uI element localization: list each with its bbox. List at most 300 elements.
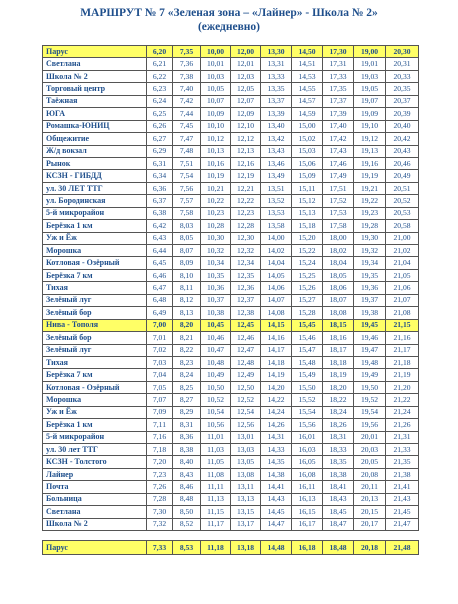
departure-time-cell: 14,02 <box>261 245 292 257</box>
departure-time-cell: 18,16 <box>323 332 354 344</box>
departure-time-cell: 7,00 <box>147 319 173 331</box>
departure-time-cell: 7,58 <box>173 207 201 219</box>
stop-name-cell: ул. 30 ЛЕТ ТТГ <box>43 182 147 194</box>
departure-time-cell: 21,08 <box>386 307 419 319</box>
departure-time-cell: 11,11 <box>201 481 231 493</box>
departure-time-cell: 21,00 <box>386 232 419 244</box>
departure-time-cell: 18,15 <box>323 319 354 331</box>
departure-time-cell: 21,16 <box>386 332 419 344</box>
departure-time-cell: 17,52 <box>323 195 354 207</box>
departure-time-cell: 17,35 <box>323 83 354 95</box>
departure-time-cell: 6,20 <box>147 46 173 58</box>
departure-time-cell: 18,22 <box>323 394 354 406</box>
departure-time-cell: 16,03 <box>292 444 323 456</box>
departure-time-cell: 18,35 <box>323 456 354 468</box>
stop-name-cell: Школа № 2 <box>43 70 147 82</box>
table-row <box>43 170 419 182</box>
departure-time-cell: 18,24 <box>323 406 354 418</box>
table-row <box>43 207 419 219</box>
departure-time-cell: 19,12 <box>354 133 386 145</box>
departure-time-cell: 20,46 <box>386 157 419 169</box>
departure-time-cell: 10,09 <box>201 108 231 120</box>
departure-time-cell: 15,06 <box>292 157 323 169</box>
departure-time-cell: 7,04 <box>147 369 173 381</box>
departure-time-cell: 20,52 <box>386 195 419 207</box>
departure-time-cell: 10,34 <box>201 257 231 269</box>
stop-name-cell: Котловая - Озёрный <box>43 381 147 393</box>
departure-time-cell: 21,35 <box>386 456 419 468</box>
departure-time-cell: 15,20 <box>292 232 323 244</box>
departure-time-cell: 12,23 <box>231 207 261 219</box>
departure-time-cell: 10,03 <box>201 70 231 82</box>
departure-time-cell: 7,33 <box>147 541 173 555</box>
departure-time-cell: 13,43 <box>261 145 292 157</box>
departure-time-cell: 21,41 <box>386 481 419 493</box>
departure-time-cell: 8,12 <box>173 294 201 306</box>
departure-time-cell: 19,38 <box>354 307 386 319</box>
departure-time-cell: 10,07 <box>201 95 231 107</box>
departure-time-cell: 19,07 <box>354 95 386 107</box>
departure-time-cell: 7,40 <box>173 83 201 95</box>
departure-time-cell: 19,35 <box>354 269 386 281</box>
departure-time-cell: 21,45 <box>386 506 419 518</box>
page-title <box>0 6 458 34</box>
table-row <box>43 394 419 406</box>
departure-time-cell: 18,48 <box>323 541 354 555</box>
table-row <box>43 456 419 468</box>
departure-time-cell: 11,03 <box>201 444 231 456</box>
departure-time-cell: 17,43 <box>323 145 354 157</box>
departure-time-cell: 8,25 <box>173 381 201 393</box>
departure-time-cell: 14,53 <box>292 70 323 82</box>
departure-time-cell: 18,41 <box>323 481 354 493</box>
departure-time-cell: 7,26 <box>147 481 173 493</box>
table-row <box>43 307 419 319</box>
table-row <box>43 257 419 269</box>
departure-time-cell: 19,21 <box>354 182 386 194</box>
departure-time-cell: 14,35 <box>261 456 292 468</box>
departure-time-cell: 19,01 <box>354 58 386 70</box>
departure-time-cell: 14,07 <box>261 294 292 306</box>
departure-time-cell: 13,30 <box>261 46 292 58</box>
departure-time-cell: 20,17 <box>354 518 386 530</box>
departure-time-cell: 21,04 <box>386 257 419 269</box>
table-row <box>43 157 419 169</box>
departure-time-cell: 8,07 <box>173 245 201 257</box>
departure-time-cell: 12,01 <box>231 58 261 70</box>
departure-time-cell: 6,29 <box>147 145 173 157</box>
departure-time-cell: 7,48 <box>173 145 201 157</box>
departure-time-cell: 6,27 <box>147 133 173 145</box>
departure-time-cell: 16,08 <box>292 468 323 480</box>
departure-time-cell: 19,47 <box>354 344 386 356</box>
schedule-table <box>42 45 419 555</box>
departure-time-cell: 14,38 <box>261 468 292 480</box>
departure-time-cell: 15,27 <box>292 294 323 306</box>
departure-time-cell: 14,20 <box>261 381 292 393</box>
departure-time-cell: 21,18 <box>386 356 419 368</box>
stop-name-cell: Морошка <box>43 245 147 257</box>
departure-time-cell: 14,08 <box>261 307 292 319</box>
departure-time-cell: 8,05 <box>173 232 201 244</box>
departure-time-cell: 11,15 <box>201 506 231 518</box>
departure-time-cell: 7,16 <box>147 431 173 443</box>
departure-time-cell: 7,51 <box>173 157 201 169</box>
departure-time-cell: 13,05 <box>231 456 261 468</box>
departure-time-cell: 7,23 <box>147 468 173 480</box>
table-row <box>43 518 419 530</box>
stop-name-cell: ЮГА <box>43 108 147 120</box>
departure-time-cell: 8,53 <box>173 541 201 555</box>
departure-time-cell: 18,05 <box>323 269 354 281</box>
departure-time-cell: 10,47 <box>201 344 231 356</box>
stop-name-cell: Морошка <box>43 394 147 406</box>
departure-time-cell: 19,45 <box>354 319 386 331</box>
departure-time-cell: 8,40 <box>173 456 201 468</box>
table-row <box>43 468 419 480</box>
stop-name-cell: Зелёный луг <box>43 294 147 306</box>
departure-time-cell: 12,13 <box>231 145 261 157</box>
departure-time-cell: 18,19 <box>323 369 354 381</box>
departure-time-cell: 7,02 <box>147 344 173 356</box>
departure-time-cell: 8,22 <box>173 344 201 356</box>
departure-time-cell: 18,00 <box>323 232 354 244</box>
departure-time-cell: 13,13 <box>231 493 261 505</box>
departure-time-cell: 18,08 <box>323 307 354 319</box>
stop-name-cell: Ромашка-ЮНИЦ <box>43 120 147 132</box>
departure-time-cell: 19,37 <box>354 294 386 306</box>
departure-time-cell: 15,13 <box>292 207 323 219</box>
departure-time-cell: 6,38 <box>147 207 173 219</box>
departure-time-cell: 10,05 <box>201 83 231 95</box>
stop-name-cell: Почта <box>43 481 147 493</box>
departure-time-cell: 10,16 <box>201 157 231 169</box>
departure-time-cell: 17,33 <box>323 70 354 82</box>
departure-time-cell: 6,49 <box>147 307 173 319</box>
departure-time-cell: 19,34 <box>354 257 386 269</box>
departure-time-cell: 20,42 <box>386 133 419 145</box>
stop-name-cell: Больница <box>43 493 147 505</box>
departure-time-cell: 8,36 <box>173 431 201 443</box>
departure-time-cell: 17,46 <box>323 157 354 169</box>
departure-time-cell: 20,49 <box>386 170 419 182</box>
departure-time-cell: 17,58 <box>323 220 354 232</box>
departure-time-cell: 19,56 <box>354 419 386 431</box>
departure-time-cell: 12,30 <box>231 232 261 244</box>
departure-time-cell: 21,02 <box>386 245 419 257</box>
stop-name-cell: Рынок <box>43 157 147 169</box>
departure-time-cell: 6,44 <box>147 245 173 257</box>
departure-time-cell: 15,56 <box>292 419 323 431</box>
departure-time-cell: 12,49 <box>231 369 261 381</box>
departure-time-cell: 15,11 <box>292 182 323 194</box>
departure-time-cell: 18,18 <box>323 356 354 368</box>
departure-time-cell: 14,50 <box>292 46 323 58</box>
departure-time-cell: 18,45 <box>323 506 354 518</box>
departure-time-cell: 19,32 <box>354 245 386 257</box>
departure-time-cell: 12,28 <box>231 220 261 232</box>
departure-time-cell: 14,41 <box>261 481 292 493</box>
departure-time-cell: 20,53 <box>386 207 419 219</box>
departure-time-cell: 18,17 <box>323 344 354 356</box>
departure-time-cell: 13,15 <box>231 506 261 518</box>
departure-time-cell: 17,49 <box>323 170 354 182</box>
departure-time-cell: 10,00 <box>201 46 231 58</box>
departure-time-cell: 10,46 <box>201 332 231 344</box>
departure-time-cell: 6,36 <box>147 182 173 194</box>
departure-time-cell: 10,01 <box>201 58 231 70</box>
departure-time-cell: 21,43 <box>386 493 419 505</box>
departure-time-cell: 16,17 <box>292 518 323 530</box>
stop-name-cell: Парус <box>43 541 147 555</box>
departure-time-cell: 20,08 <box>354 468 386 480</box>
departure-time-cell: 21,38 <box>386 468 419 480</box>
departure-time-cell: 19,49 <box>354 369 386 381</box>
departure-time-cell: 13,37 <box>261 95 292 107</box>
departure-time-cell: 13,18 <box>231 541 261 555</box>
departure-time-cell: 13,35 <box>261 83 292 95</box>
departure-time-cell: 10,19 <box>201 170 231 182</box>
departure-time-cell: 8,03 <box>173 220 201 232</box>
departure-time-cell: 14,59 <box>292 108 323 120</box>
departure-time-cell: 12,00 <box>231 46 261 58</box>
departure-time-cell: 20,03 <box>354 444 386 456</box>
departure-time-cell: 21,26 <box>386 419 419 431</box>
departure-time-cell: 14,43 <box>261 493 292 505</box>
departure-time-cell: 10,50 <box>201 381 231 393</box>
departure-time-cell: 18,06 <box>323 282 354 294</box>
departure-time-cell: 7,38 <box>173 70 201 82</box>
departure-time-cell: 10,36 <box>201 282 231 294</box>
departure-time-cell: 10,12 <box>201 133 231 145</box>
table-row <box>43 369 419 381</box>
departure-time-cell: 6,34 <box>147 170 173 182</box>
departure-time-cell: 11,01 <box>201 431 231 443</box>
departure-time-cell: 8,23 <box>173 356 201 368</box>
departure-time-cell: 12,03 <box>231 70 261 82</box>
departure-time-cell: 7,01 <box>147 332 173 344</box>
departure-time-cell: 14,00 <box>261 232 292 244</box>
departure-time-cell: 14,55 <box>292 83 323 95</box>
departure-time-cell: 13,39 <box>261 108 292 120</box>
departure-time-cell: 17,53 <box>323 207 354 219</box>
departure-time-cell: 19,48 <box>354 356 386 368</box>
departure-time-cell: 10,49 <box>201 369 231 381</box>
departure-time-cell: 18,43 <box>323 493 354 505</box>
departure-time-cell: 8,43 <box>173 468 201 480</box>
departure-time-cell: 14,47 <box>261 518 292 530</box>
table-spacer-row <box>43 531 419 541</box>
departure-time-cell: 19,13 <box>354 145 386 157</box>
departure-time-cell: 20,31 <box>386 58 419 70</box>
departure-time-cell: 13,08 <box>231 468 261 480</box>
departure-time-cell: 6,25 <box>147 108 173 120</box>
departure-time-cell: 7,44 <box>173 108 201 120</box>
departure-time-cell: 18,20 <box>323 381 354 393</box>
departure-time-cell: 11,13 <box>201 493 231 505</box>
departure-time-cell: 6,22 <box>147 70 173 82</box>
departure-time-cell: 7,57 <box>173 195 201 207</box>
departure-time-cell: 18,31 <box>323 431 354 443</box>
departure-time-cell: 19,46 <box>354 332 386 344</box>
table-row <box>43 108 419 120</box>
departure-time-cell: 18,02 <box>323 245 354 257</box>
departure-time-cell: 10,35 <box>201 269 231 281</box>
departure-time-cell: 7,09 <box>147 406 173 418</box>
departure-time-cell: 8,38 <box>173 444 201 456</box>
departure-time-cell: 20,51 <box>386 182 419 194</box>
stop-name-cell: Берёзка 1 км <box>43 220 147 232</box>
departure-time-cell: 10,13 <box>201 145 231 157</box>
table-row <box>43 419 419 431</box>
departure-time-cell: 14,04 <box>261 257 292 269</box>
departure-time-cell: 13,46 <box>261 157 292 169</box>
departure-time-cell: 7,28 <box>147 493 173 505</box>
departure-time-cell: 8,21 <box>173 332 201 344</box>
departure-time-cell: 10,45 <box>201 319 231 331</box>
departure-time-cell: 16,01 <box>292 431 323 443</box>
departure-time-cell: 21,19 <box>386 369 419 381</box>
stop-name-cell: Общежитие <box>43 133 147 145</box>
departure-time-cell: 13,53 <box>261 207 292 219</box>
departure-time-cell: 21,15 <box>386 319 419 331</box>
departure-time-cell: 7,11 <box>147 419 173 431</box>
title-line-2: (ежедневно) <box>197 21 261 33</box>
table-row <box>43 431 419 443</box>
departure-time-cell: 14,06 <box>261 282 292 294</box>
stop-name-cell: Тихая <box>43 356 147 368</box>
departure-time-cell: 8,20 <box>173 319 201 331</box>
table-row <box>43 282 419 294</box>
departure-time-cell: 14,24 <box>261 406 292 418</box>
table-row <box>43 120 419 132</box>
departure-time-cell: 6,37 <box>147 195 173 207</box>
departure-time-cell: 13,49 <box>261 170 292 182</box>
departure-time-cell: 14,17 <box>261 344 292 356</box>
spacer-cell <box>43 531 419 541</box>
departure-time-cell: 15,02 <box>292 133 323 145</box>
departure-time-cell: 10,56 <box>201 419 231 431</box>
departure-time-cell: 14,26 <box>261 419 292 431</box>
stop-name-cell: Берёзка 7 км <box>43 369 147 381</box>
departure-time-cell: 18,07 <box>323 294 354 306</box>
departure-time-cell: 8,46 <box>173 481 201 493</box>
departure-time-cell: 10,30 <box>201 232 231 244</box>
stop-name-cell: Парус <box>43 46 147 58</box>
departure-time-cell: 17,39 <box>323 108 354 120</box>
departure-time-cell: 12,12 <box>231 133 261 145</box>
departure-time-cell: 11,05 <box>201 456 231 468</box>
departure-time-cell: 21,17 <box>386 344 419 356</box>
departure-time-cell: 12,21 <box>231 182 261 194</box>
departure-time-cell: 14,22 <box>261 394 292 406</box>
departure-time-cell: 12,32 <box>231 245 261 257</box>
departure-time-cell: 13,03 <box>231 444 261 456</box>
departure-time-cell: 10,28 <box>201 220 231 232</box>
table-row <box>43 541 419 555</box>
departure-time-cell: 6,26 <box>147 120 173 132</box>
departure-time-cell: 18,26 <box>323 419 354 431</box>
departure-time-cell: 17,42 <box>323 133 354 145</box>
departure-time-cell: 10,10 <box>201 120 231 132</box>
departure-time-cell: 20,15 <box>354 506 386 518</box>
departure-time-cell: 15,47 <box>292 344 323 356</box>
departure-time-cell: 20,05 <box>354 456 386 468</box>
departure-time-cell: 21,05 <box>386 269 419 281</box>
departure-time-cell: 12,34 <box>231 257 261 269</box>
departure-time-cell: 21,07 <box>386 294 419 306</box>
stop-name-cell: Котловая - Озёрный <box>43 257 147 269</box>
departure-time-cell: 12,46 <box>231 332 261 344</box>
departure-time-cell: 21,33 <box>386 444 419 456</box>
departure-time-cell: 14,18 <box>261 356 292 368</box>
departure-time-cell: 18,33 <box>323 444 354 456</box>
departure-time-cell: 6,43 <box>147 232 173 244</box>
departure-time-cell: 12,05 <box>231 83 261 95</box>
departure-time-cell: 12,22 <box>231 195 261 207</box>
table-row <box>43 46 419 58</box>
departure-time-cell: 13,01 <box>231 431 261 443</box>
departure-time-cell: 12,19 <box>231 170 261 182</box>
table-row <box>43 58 419 70</box>
stop-name-cell: Уж и Ёж <box>43 232 147 244</box>
departure-time-cell: 19,22 <box>354 195 386 207</box>
departure-time-cell: 20,30 <box>386 46 419 58</box>
departure-time-cell: 7,03 <box>147 356 173 368</box>
table-row <box>43 95 419 107</box>
departure-time-cell: 15,22 <box>292 245 323 257</box>
departure-time-cell: 12,52 <box>231 394 261 406</box>
departure-time-cell: 14,31 <box>261 431 292 443</box>
departure-time-cell: 15,52 <box>292 394 323 406</box>
stop-name-cell: Таёжная <box>43 95 147 107</box>
departure-time-cell: 19,30 <box>354 232 386 244</box>
departure-time-cell: 19,50 <box>354 381 386 393</box>
departure-time-cell: 19,28 <box>354 220 386 232</box>
departure-time-cell: 15,26 <box>292 282 323 294</box>
departure-time-cell: 14,57 <box>292 95 323 107</box>
departure-time-cell: 10,48 <box>201 356 231 368</box>
departure-time-cell: 19,36 <box>354 282 386 294</box>
departure-time-cell: 14,15 <box>261 319 292 331</box>
departure-time-cell: 13,52 <box>261 195 292 207</box>
departure-time-cell: 21,48 <box>386 541 419 555</box>
departure-time-cell: 18,47 <box>323 518 354 530</box>
departure-time-cell: 6,47 <box>147 282 173 294</box>
table-row <box>43 232 419 244</box>
departure-time-cell: 6,31 <box>147 157 173 169</box>
departure-time-cell: 16,11 <box>292 481 323 493</box>
departure-time-cell: 7,07 <box>147 394 173 406</box>
departure-time-cell: 13,58 <box>261 220 292 232</box>
departure-time-cell: 8,48 <box>173 493 201 505</box>
departure-time-cell: 14,48 <box>261 541 292 555</box>
departure-time-cell: 14,05 <box>261 269 292 281</box>
departure-time-cell: 15,49 <box>292 369 323 381</box>
departure-time-cell: 17,40 <box>323 120 354 132</box>
departure-time-cell: 14,33 <box>261 444 292 456</box>
table-row <box>43 493 419 505</box>
departure-time-cell: 8,10 <box>173 269 201 281</box>
departure-time-cell: 19,10 <box>354 120 386 132</box>
departure-time-cell: 8,29 <box>173 406 201 418</box>
departure-time-cell: 13,11 <box>231 481 261 493</box>
departure-time-cell: 20,39 <box>386 108 419 120</box>
departure-time-cell: 7,32 <box>147 518 173 530</box>
departure-time-cell: 19,54 <box>354 406 386 418</box>
departure-time-cell: 16,15 <box>292 506 323 518</box>
departure-time-cell: 10,22 <box>201 195 231 207</box>
